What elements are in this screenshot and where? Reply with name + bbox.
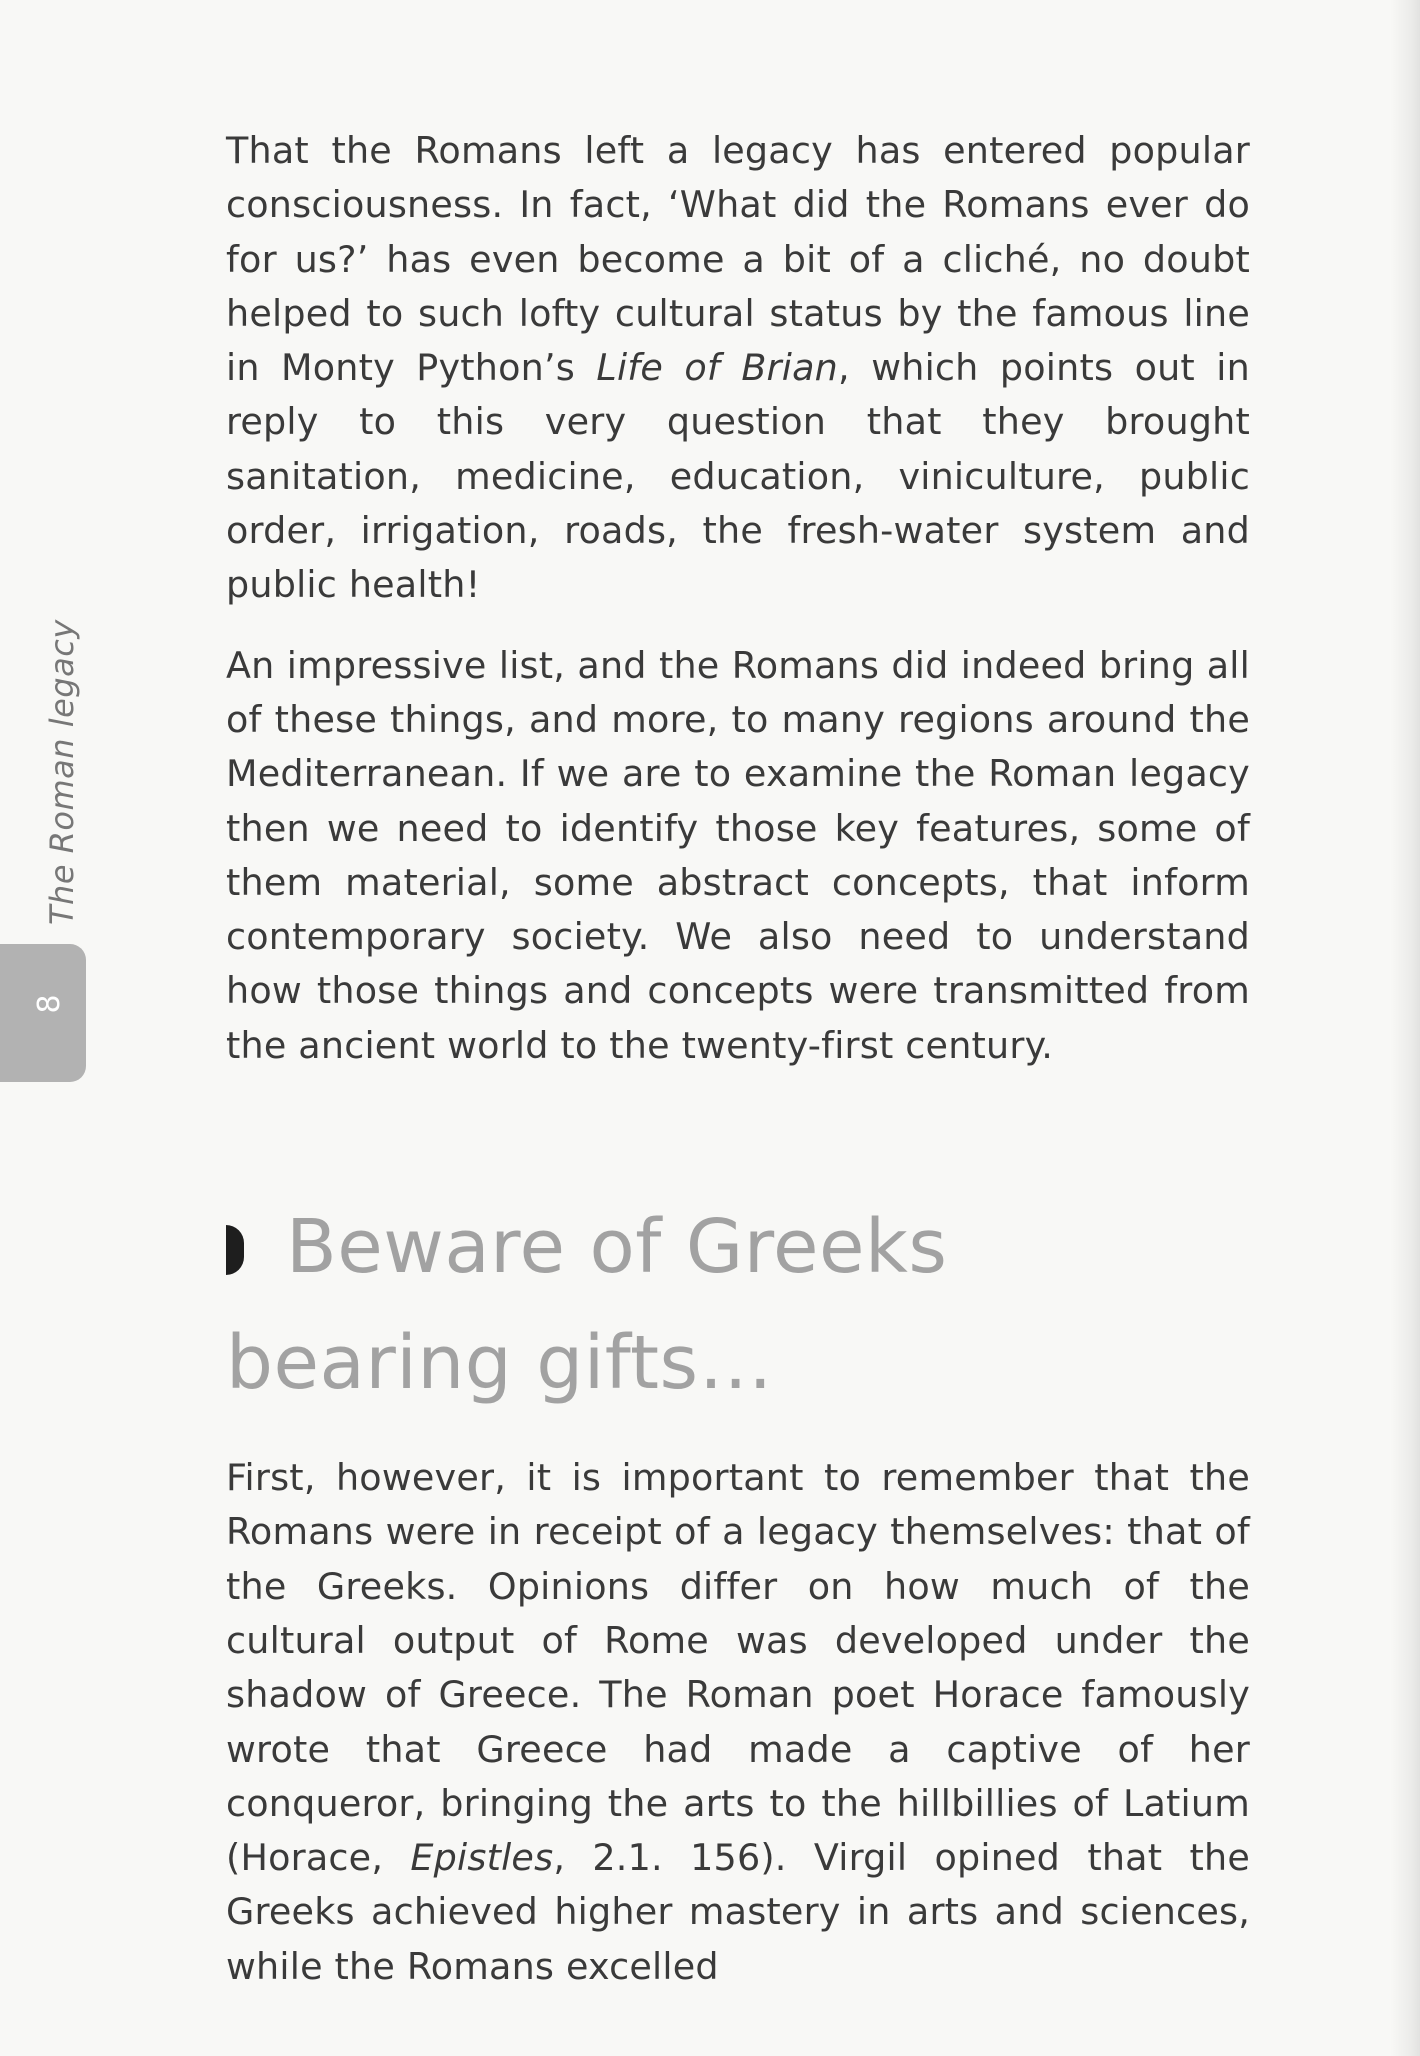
paragraph-text: First, however, it is important to remember that the Romans were in receipt of a legacy themselves: that of the Greeks. Opinions differ on how much of the cultural output of Rome was developed under the shadow of Greece. The Roman poet Horace famously wrote that Greece had made a captive of her conqueror, bringing the arts to the hillbillies of Latium (Horace,	[226, 1456, 1250, 1880]
paragraph-text: , 2.1. 156). Virgil opined that the Greeks achieved higher mastery in arts and sciences, while the Romans excelled	[226, 1836, 1251, 1988]
paragraph-text: , which points out in reply to this very question that they brought sanitation, medicine, education, viniculture, public order, irrigation, roads, the fresh-water system and public health!	[226, 346, 1250, 607]
page-number: 8	[32, 994, 67, 1014]
running-title: The Roman legacy	[43, 619, 81, 925]
page-edge-shadow	[1390, 0, 1420, 2056]
paragraph	[226, 124, 1250, 613]
work-title: Epistles	[410, 1836, 554, 1880]
paragraph	[226, 1451, 1250, 1994]
film-title: Life of Brian	[596, 346, 839, 390]
section-heading-text: Beware of Greeks bearing gifts…	[226, 1204, 948, 1407]
section-heading	[226, 1189, 1250, 1421]
paragraph-text: That the Romans left a legacy has entered popular consciousness. In fact, ‘What did the Romans ever do for us?’ has even become a bit of a cliché, no doubt helped to such lofty cultural status by the famous line in Monty Python’s	[226, 129, 1250, 390]
paragraph: An impressive list, and the Romans did indeed bring all of these things, and more, to many regions around the Mediterranean. If we are to examine the Roman legacy then we need to identify those key features, some of them material, some abstract concepts, that inform contemporary society. We also need to understand how those things and concepts were transmitted from the ancient world to the twenty-first century.	[226, 643, 1250, 1067]
main-text	[226, 124, 1250, 1994]
heading-marker-icon	[226, 1225, 244, 1275]
